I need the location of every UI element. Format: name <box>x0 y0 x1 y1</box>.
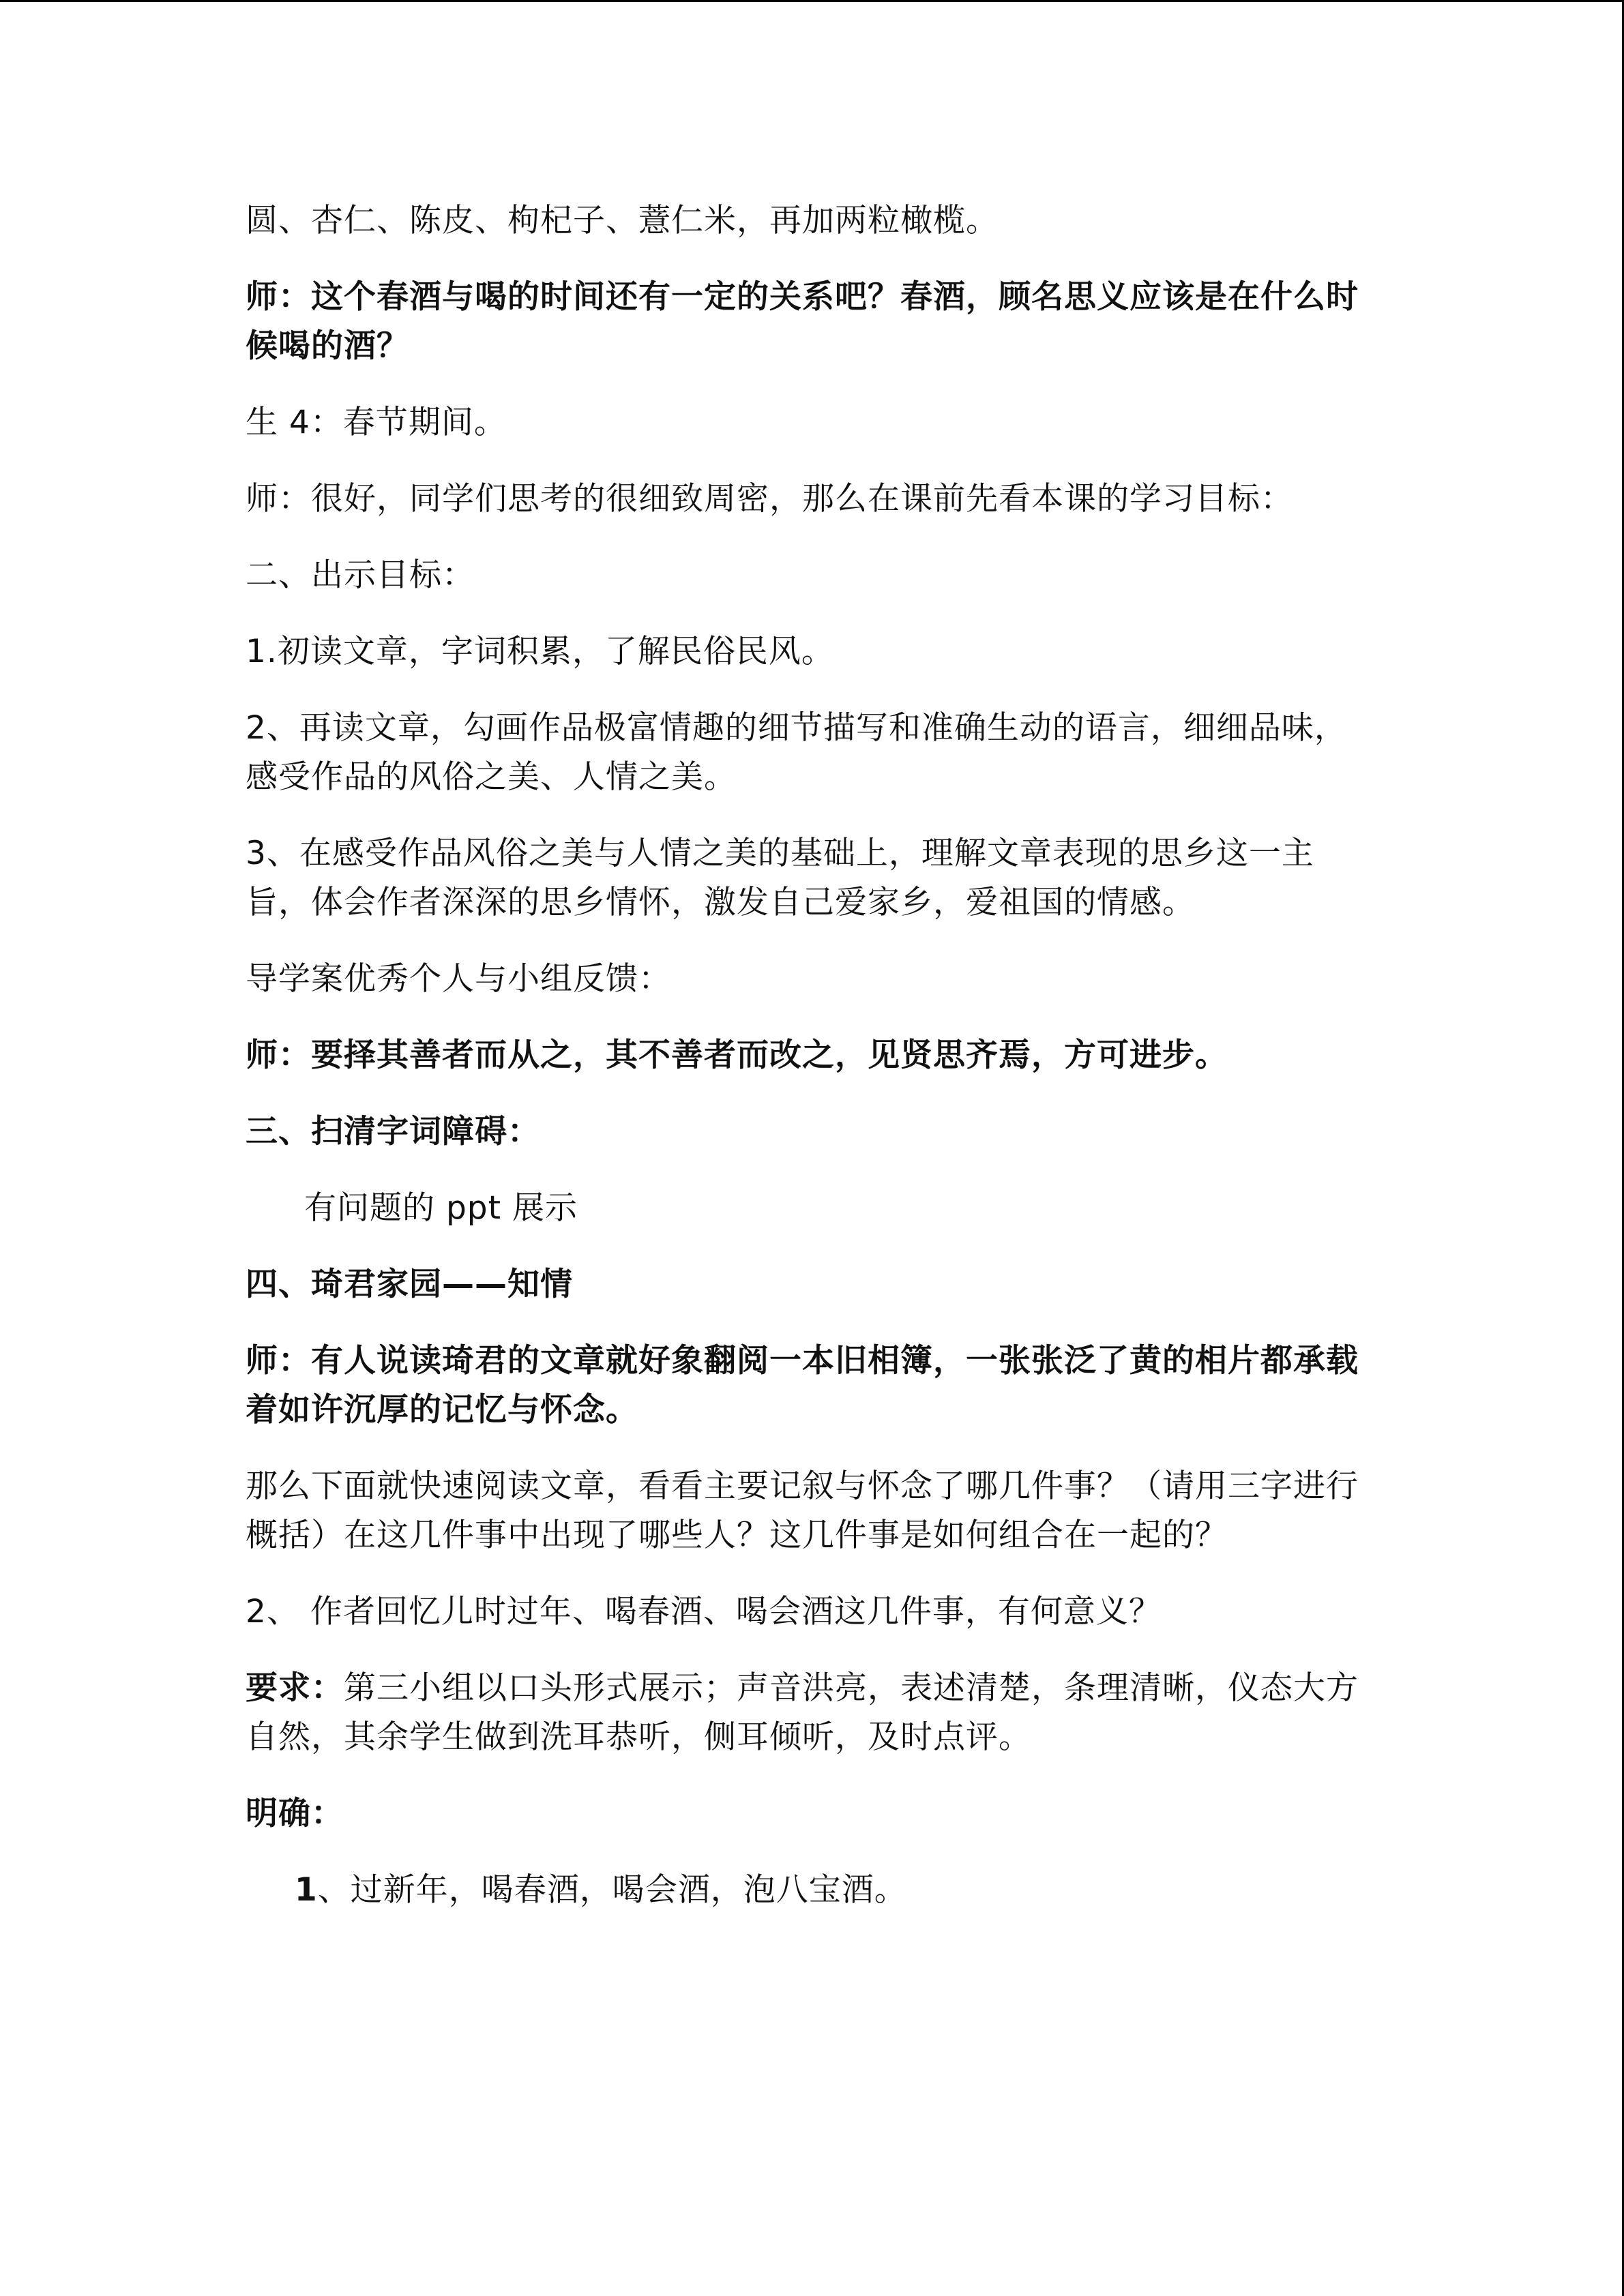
paragraph-ppt: 有问题的 ppt 展示 <box>304 1189 578 1227</box>
paragraph-teacher-question: 师：这个春酒与喝的时间还有一定的关系吧？春酒，顾名思义应该是在什么时候喝的酒？ <box>246 278 1359 365</box>
paragraph-teacher-quote: 师：要择其善者而从之，其不善者而改之，见贤思齐焉，方可进步。 <box>246 1037 1228 1074</box>
paragraph-student-answer: 生 4：春节期间。 <box>246 404 507 441</box>
paragraph-1: 圆、杏仁、陈皮、枸杞子、薏仁米，再加两粒橄榄。 <box>246 202 999 239</box>
objective-3: 3、在感受作品风俗之美与人情之美的基础上，理解文章表现的思乡这一主旨，体会作者深深的思乡情怀，激发自己爱家乡，爱祖国的情感。 <box>246 835 1314 921</box>
answer-text: 、过新年，喝春酒，喝会酒，泡八宝酒。 <box>317 1871 907 1909</box>
heading-qijun-garden: 四、琦君家园——知情 <box>246 1266 573 1303</box>
paragraph-feedback: 导学案优秀个人与小组反馈： <box>246 960 671 998</box>
objective-2: 2、再读文章，勾画作品极富情趣的细节描写和准确生动的语言，细细品味，感受作品的风俗之美、人情之美。 <box>246 709 1347 796</box>
paragraph-question-2: 2、 作者回忆儿时过年、喝春酒、喝会酒这几件事，有何意义？ <box>246 1593 1162 1630</box>
paragraph-teacher-intro: 师：有人说读琦君的文章就好象翻阅一本旧相簿，一张张泛了黄的相片都承载着如许沉厚的记忆与怀念。 <box>246 1342 1359 1429</box>
paragraph-answer-1 <box>246 1866 1378 1915</box>
requirements-label: 要求： <box>246 1669 344 1707</box>
paragraph-requirements <box>246 1664 1378 1762</box>
requirements-text: 第三小组以口头形式展示；声音洪亮，表述清楚，条理清晰，仪态大方自然，其余学生做到洗耳恭听，侧耳倾听，及时点评。 <box>246 1669 1359 1756</box>
document-body <box>246 196 1378 1942</box>
heading-objectives: 二、出示目标： <box>246 556 475 594</box>
heading-vocabulary: 三、扫清字词障碍： <box>246 1113 540 1150</box>
objective-1: 1.初读文章，字词积累，了解民俗民风。 <box>246 633 834 670</box>
heading-clarify: 明确： <box>246 1795 344 1832</box>
answer-number: 1 <box>295 1871 318 1909</box>
paragraph-reading-task: 那么下面就快速阅读文章，看看主要记叙与怀念了哪几件事？（请用三字进行概括）在这几件事中出现了哪些人？这几件事是如何组合在一起的？ <box>246 1467 1359 1554</box>
paragraph-teacher-comment: 师：很好，同学们思考的很细致周密，那么在课前先看本课的学习目标： <box>246 480 1293 518</box>
page-top-border <box>0 0 1624 2</box>
